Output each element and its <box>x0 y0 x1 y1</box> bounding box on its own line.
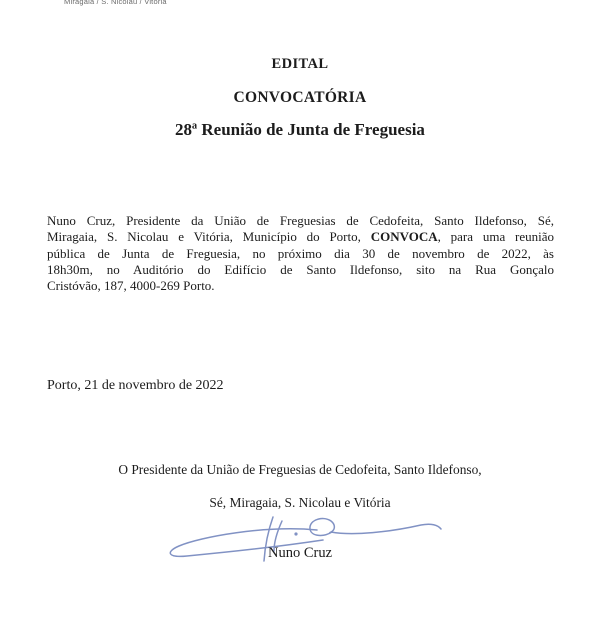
convocatoria-heading: CONVOCATÓRIA <box>233 89 367 106</box>
signer-name: Nuno Cruz <box>267 545 333 561</box>
meeting-title: 28ª Reunião de Junta de Freguesia <box>175 120 425 139</box>
edital-heading: EDITAL <box>271 56 329 72</box>
president-title-line2: Sé, Miragaia, S. Nicolau e Vitória <box>209 495 391 510</box>
president-title-line1: O Presidente da União de Freguesias de Cedofeita, Santo Ildefonso, <box>118 462 482 477</box>
body-paragraph: Nuno Cruz, Presidente da União de Freguesias de Cedofeita, Santo Ildefonso, Sé, Miragaia, S. Nicolau e Vitória, Município do Porto, CONVOCA, para uma reunião pública de Junta de Freguesia, no próximo dia 30 de novembro de 2022, às 18h30m, no Auditório do Edifício de Santo Ildefonso, sito na Rua Gonçalo Cristóvão, 187, 4000-269 Porto. <box>47 213 555 294</box>
date-line: Porto, 21 de novembro de 2022 <box>47 378 224 393</box>
letterhead-fragment: Miragaia / S. Nicolau / Vitória <box>64 0 167 6</box>
handwritten-signature-icon <box>155 505 455 575</box>
